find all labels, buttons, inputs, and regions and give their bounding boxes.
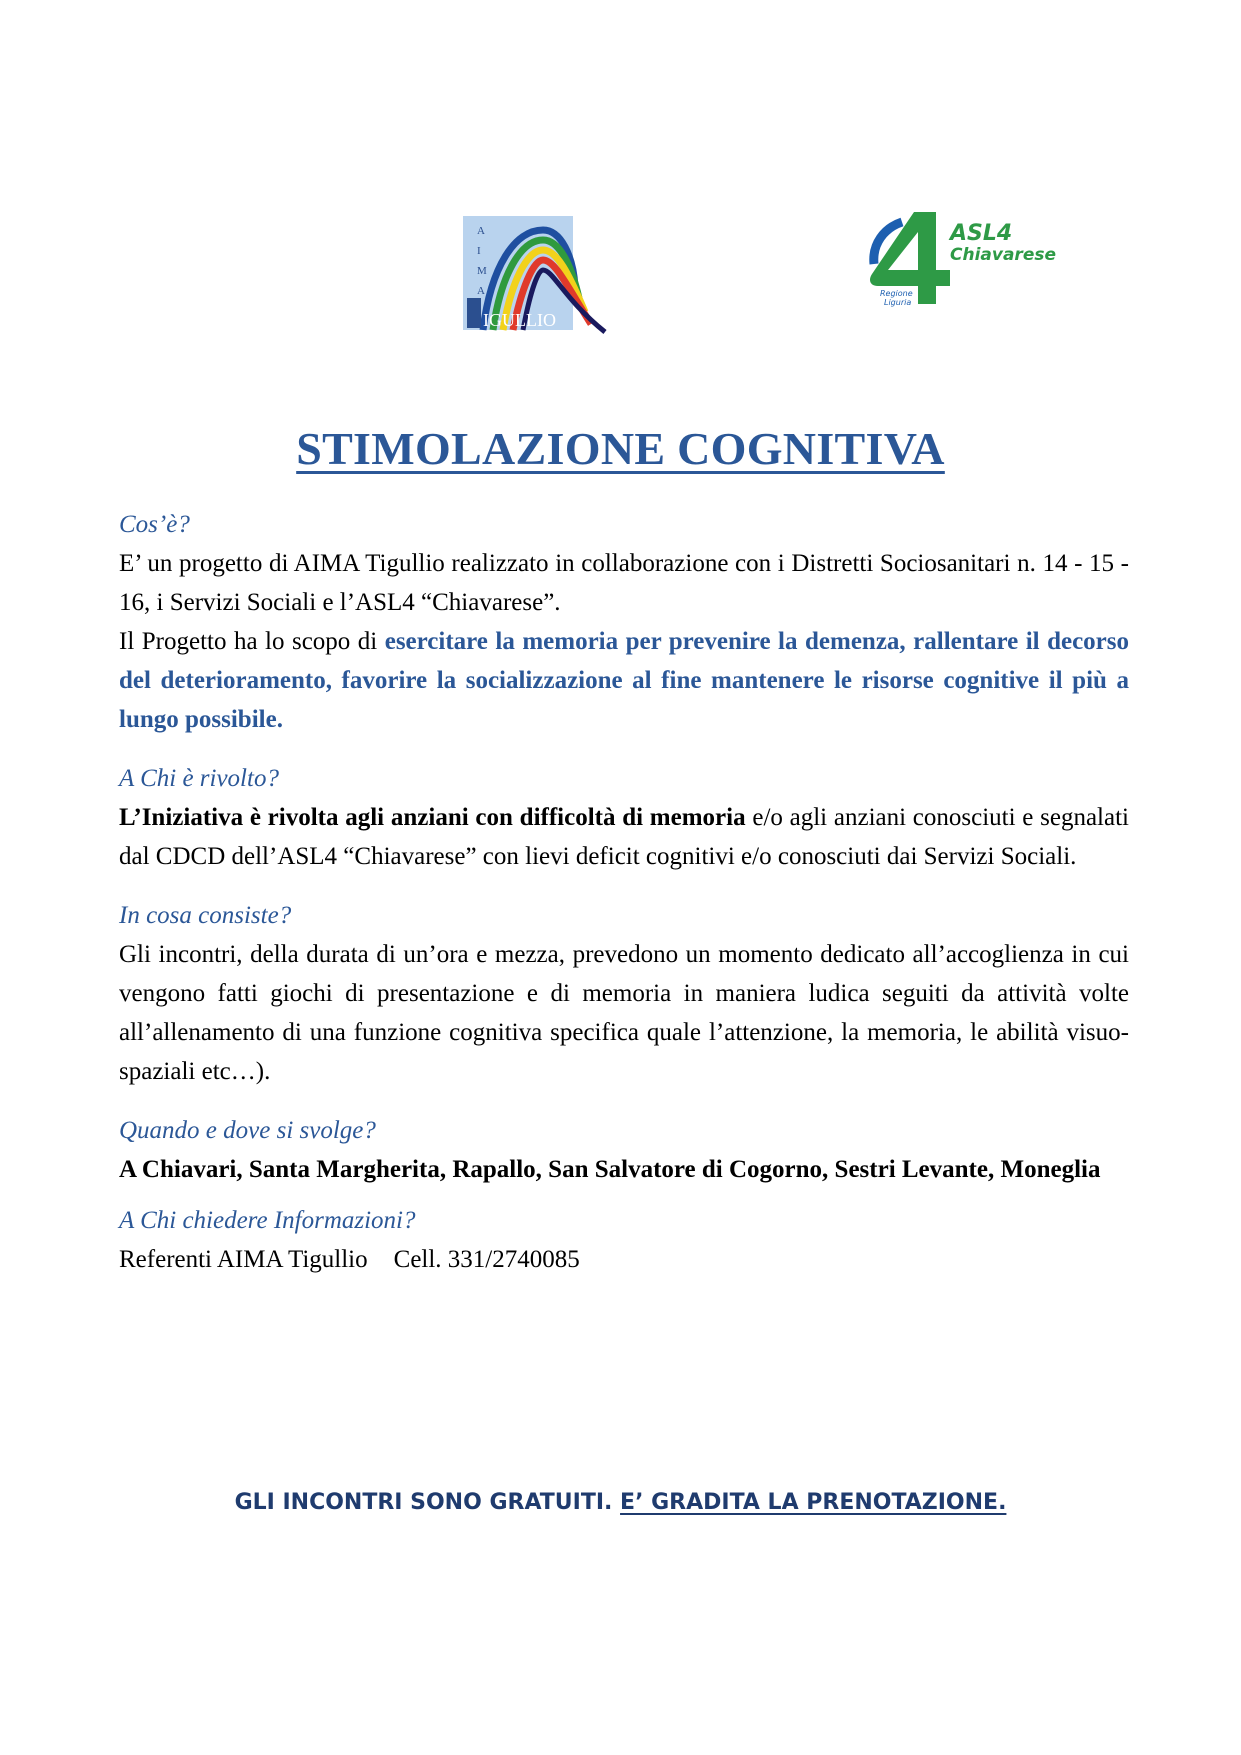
svg-text:Regione: Regione [880, 289, 913, 298]
info-cell-number: Cell. 331/2740085 [393, 1246, 580, 1273]
svg-text:ASL4: ASL4 [950, 221, 1013, 246]
svg-text:A: A [477, 225, 485, 237]
svg-text:M: M [477, 265, 487, 277]
paragraph-quando: A Chiavari, Santa Margherita, Rapallo, San Salvatore di Cogorno, Sestri Levante, Moneglia [119, 1156, 1101, 1183]
paragraph-info [119, 1240, 1129, 1279]
paragraph-cos-e-2-emphasis: esercitare la memoria per prevenire la demenza, rallentare il decorso del deterioramento, favorire la socializzazione al fine mantenere le risorse cognitive il più a lungo possibile. [119, 628, 1129, 733]
paragraph-cos-e-2 [119, 622, 1129, 739]
info-referenti: Referenti AIMA Tigullio [119, 1246, 368, 1273]
page-title: STIMOLAZIONE COGNITIVA [296, 423, 945, 474]
heading-info: A Chi chiedere Informazioni? [119, 1207, 416, 1234]
heading-quando: Quando e dove si svolge? [119, 1117, 376, 1144]
svg-text:IGULLIO: IGULLIO [483, 310, 556, 330]
footer-notice [0, 1490, 1241, 1515]
paragraph-a-chi-rest: e/o agli anziani conosciuti e segnalati dal CDCD dell’ASL4 “Chiavarese” con lievi deficit cognitivi e/o conosciuti dai Servizi Sociali. [119, 804, 1129, 870]
paragraph-a-chi-bold: L’Iniziativa è rivolta agli anziani con difficoltà di memoria [119, 804, 746, 831]
svg-text:Liguria: Liguria [884, 298, 912, 307]
aima-logo-graphic [463, 216, 608, 336]
heading-cos-e: Cos’è? [119, 511, 190, 538]
svg-text:Chiavarese: Chiavarese [950, 245, 1056, 265]
paragraph-consiste: Gli incontri, della durata di un’ora e mezza, prevedono un momento dedicato all’accoglienza in cui vengono fatti giochi di presentazione e di memoria in maniera ludica seguiti da attività volte all’allenamento di una funzione cognitiva specifica quale l’attenzione, la memoria, le abilità visuo-spaziali etc…). [119, 941, 1129, 1085]
footer-free-notice: GLI INCONTRI SONO GRATUITI. [234, 1490, 621, 1515]
paragraph-cos-e-1: E’ un progetto di AIMA Tigullio realizzato in collaborazione con i Distretti Sociosanitari n. 14 - 15 - 16, i Servizi Sociali e l’ASL4 “Chiavarese”. [119, 550, 1129, 616]
aima-tigullio-logo [463, 216, 608, 336]
paragraph-cos-e-2-lead: Il Progetto ha lo scopo di [119, 628, 385, 655]
document-body [119, 505, 1129, 1279]
footer-booking-notice: E’ GRADITA LA PRENOTAZIONE. [620, 1490, 1007, 1515]
heading-a-chi: A Chi è rivolto? [119, 765, 279, 792]
heading-consiste: In cosa consiste? [119, 902, 292, 929]
asl4-logo-graphic [866, 208, 1076, 308]
paragraph-a-chi [119, 798, 1129, 876]
svg-text:A: A [477, 285, 485, 297]
svg-text:I: I [477, 245, 481, 257]
asl4-chiavarese-logo [866, 208, 1076, 308]
